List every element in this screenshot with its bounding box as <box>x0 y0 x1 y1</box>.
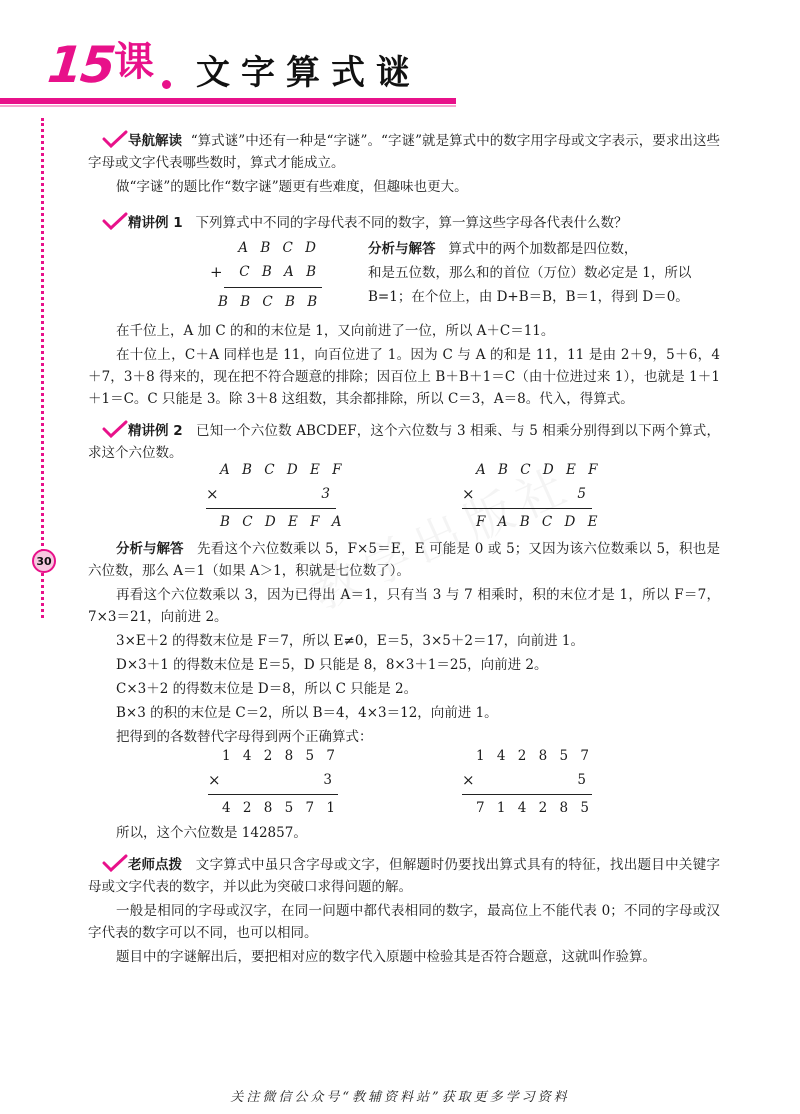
example1-question-paragraph <box>88 212 720 234</box>
ex2-analysis-label: 分析与解答 <box>116 541 184 557</box>
ex2-right-row1: A B C D E F <box>476 462 602 478</box>
ex2-p2: 3×E＋2 的得数末位是 F＝7，所以 E≠0，E＝5，3×5＋2＝17，向前进 1。 <box>116 633 585 649</box>
example2-question-paragraph <box>88 420 720 464</box>
ans-right-mult: 5 <box>577 772 590 788</box>
page-number: 30 <box>32 549 56 573</box>
ex1-para2: 在十位上，C＋A 同样也是 11，向百位进了 1。因为 C 与 A 的和是 11，11 是由 2＋9，5＋6，4＋7，3＋8 得来的，现在把不符合题意的排除；因百位上 B＋B＋1＝C（由十位进过来 1），也就是 1＋1＋1＝C。C 只能是 3。除 3＋8 这组数，其余都排除，所以 C＝3，A＝8。代入，得算式。 <box>88 347 720 407</box>
tips-paragraph-2: 一般是相同的字母或汉字，在同一问题中都代表相同的数字，最高位上不能代表 0；不同的字母或汉字代表的数字可以不同，也可以相同。 <box>88 903 720 941</box>
ex2-left-times: × <box>206 485 219 503</box>
ans-left-times: × <box>208 771 221 789</box>
ex2-analysis-paragraph <box>88 538 720 582</box>
tips-text: 文字算式中虽只含字母或文字，但解题时仍要找出算式具有的特征，找出题目中关键字母或文字代表的数字，并以此为突破口求得问题的解。 <box>88 857 721 895</box>
intro-paragraph-2: 做“字谜”的题比作“数字谜”题更有些难度，但趣味也更大。 <box>116 179 468 195</box>
header-bar-shadow <box>0 105 456 107</box>
ex2-analysis-text: 先看这个六位数乘以 5，F×5＝E，E 可能是 0 或 5；又因为该六位数乘以 5，积也是六位数，那么 A＝1（如果 A＞1，积就是七位数了）。 <box>88 541 720 579</box>
intro-label: 导航解读 <box>128 133 182 149</box>
intro-text: “算式谜”中还有一种是“字谜”。“字谜”就是算式中的数字用字母或文字表示，要求出这些字母或文字代表哪些数时，算式才能成立。 <box>88 133 720 171</box>
ans-left-line <box>208 794 338 795</box>
ex1-analysis-line3: B=1；在个位上，由 D+B＝B，B＝1，得到 D＝0。 <box>368 289 689 305</box>
ex1-row1: A B C D <box>238 240 320 256</box>
ex2-left-result: B C D E F A <box>220 514 346 530</box>
ex2-p3: D×3＋1 的得数末位是 E＝5，D 只能是 8，8×3＋1＝25，向前进 2。 <box>116 657 548 673</box>
check-icon <box>102 854 128 872</box>
ex2-right-times: × <box>462 485 475 503</box>
ex1-sum-line <box>224 287 322 288</box>
intro-paragraph <box>88 130 720 174</box>
check-icon <box>102 130 128 148</box>
example1-label: 精讲例 1 <box>128 215 183 231</box>
ans-right-result: 7 1 4 2 8 5 <box>476 800 593 816</box>
tips-paragraph-3: 题目中的字谜解出后，要把相对应的数字代入原题中检验其是否符合题意，这就叫作验算。 <box>116 949 656 965</box>
ex1-analysis-text1: 算式中的两个加数都是四位数， <box>448 241 638 257</box>
ex1-para1: 在千位上，A 加 C 的和的末位是 1，又向前进了一位，所以 A＋C＝11。 <box>116 323 555 339</box>
ex2-p5: B×3 的积的末位是 C＝2，所以 B＝4，4×3＝12，向前进 1。 <box>116 705 498 721</box>
ex2-p4: C×3＋2 的得数末位是 D＝8，所以 C 只能是 2。 <box>116 681 418 697</box>
footer-note: 关注微信公众号“教辅资料站”获取更多学习资料 <box>230 1090 570 1105</box>
ans-right-row1: 1 4 2 8 5 7 <box>476 748 593 764</box>
check-icon <box>102 212 128 230</box>
tips-label: 老师点拨 <box>128 857 182 873</box>
margin-dotted-line <box>41 118 44 618</box>
header-bar <box>0 98 456 104</box>
ex2-left-row1: A B C D E F <box>220 462 346 478</box>
ex1-analysis-line2: 和是五位数，那么和的首位（万位）数必定是 1，所以 <box>368 265 692 281</box>
ans-left-result: 4 2 8 5 7 1 <box>222 800 339 816</box>
ans-right-line <box>462 794 592 795</box>
ans-right-times: × <box>462 771 475 789</box>
ex1-row2: C B A B <box>239 264 320 280</box>
ex2-p6: 把得到的各数替代字母得到两个正确算式： <box>116 729 373 745</box>
check-icon <box>102 420 128 438</box>
lesson-char: 课 <box>114 39 154 85</box>
page-title: 文字算式谜 <box>196 53 421 93</box>
ex1-plus-sign: + <box>210 263 223 281</box>
example1-question: 下列算式中不同的字母代表不同的数字，算一算这些字母各代表什么数？ <box>195 215 628 231</box>
ans-left-mult: 3 <box>323 772 336 788</box>
tips-paragraph <box>88 854 720 898</box>
ex2-right-line <box>462 508 592 509</box>
ex2-conclusion: 所以，这个六位数是 142857。 <box>116 825 307 841</box>
ex2-left-line <box>206 508 336 509</box>
ex1-analysis-label: 分析与解答 <box>368 241 436 257</box>
ans-left-row1: 1 4 2 8 5 7 <box>222 748 339 764</box>
ex2-left-mult: 3 <box>321 486 334 502</box>
ex1-result: B B C B B <box>218 294 322 310</box>
ex2-p1: 再看这个六位数乘以 3，因为已得出 A＝1，只有当 3 与 7 相乘时，积的末位才是 1，所以 F＝7，7×3＝21，向前进 2。 <box>88 587 720 625</box>
example2-label: 精讲例 2 <box>128 423 183 439</box>
title-dot <box>162 80 171 89</box>
ex2-right-result: F A B C D E <box>476 514 602 530</box>
ex1-analysis-line1 <box>368 238 720 260</box>
example2-question: 已知一个六位数 ABCDEF，这个六位数与 3 相乘、与 5 相乘分别得到以下两个算式，求这个六位数。 <box>88 423 720 461</box>
ex2-right-mult: 5 <box>577 486 590 502</box>
lesson-number: 15 <box>44 36 117 94</box>
